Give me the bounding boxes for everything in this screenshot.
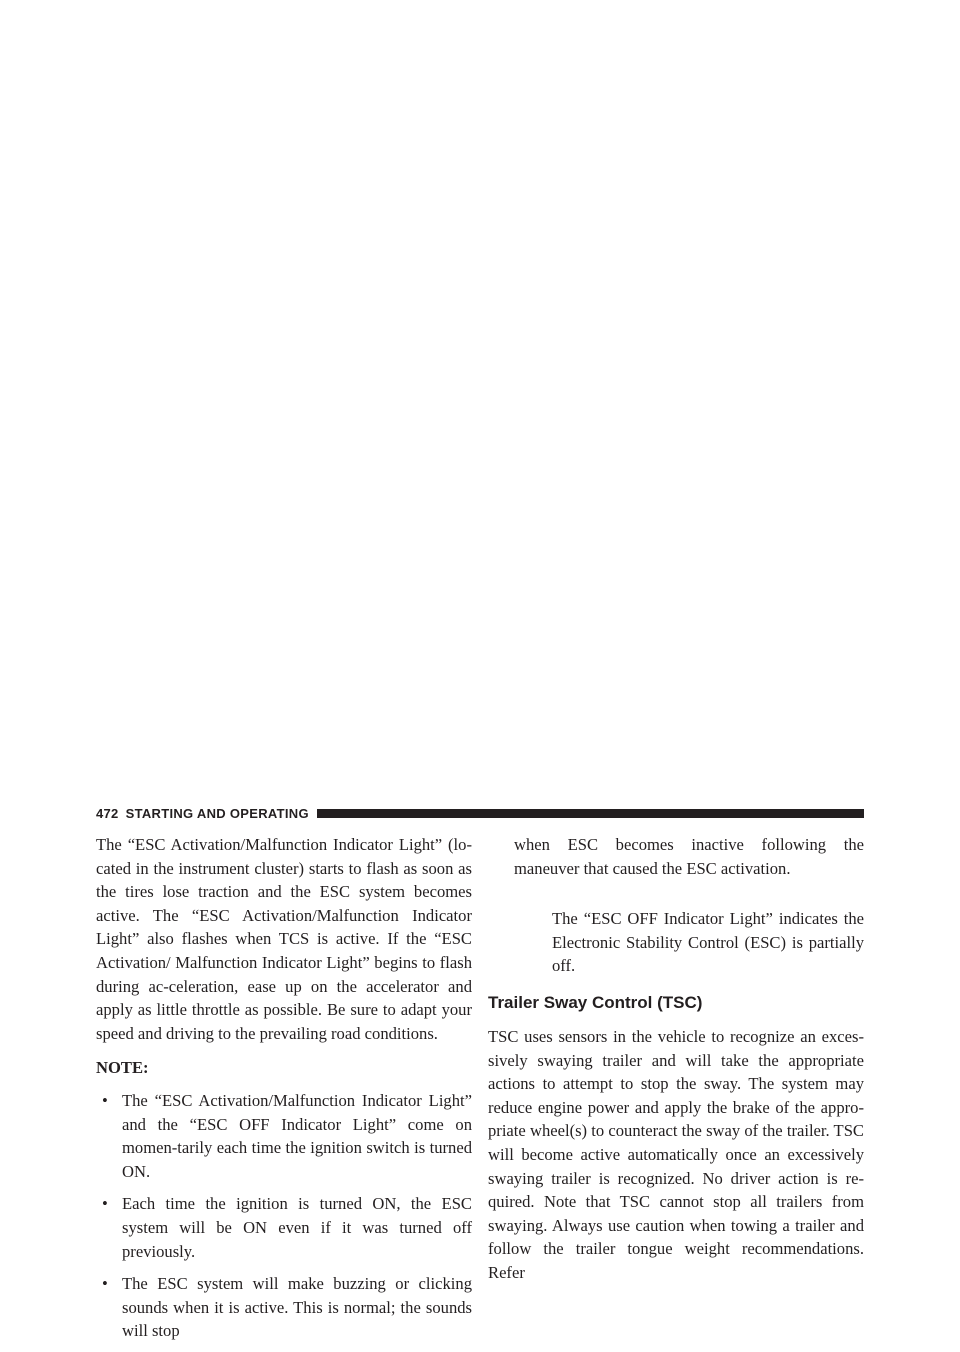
page-header — [96, 803, 864, 823]
note-label: NOTE: — [96, 1058, 149, 1078]
list-item — [96, 1272, 472, 1343]
note-bullet-list — [96, 1089, 472, 1343]
esc-off-indicator-text: The “ESC OFF Indicator Light” indicates the Electronic Stability Control (ESC) is partially off. — [552, 909, 864, 976]
bullet-glyph: • — [102, 1194, 108, 1214]
list-item — [96, 1192, 472, 1263]
header-rule — [317, 809, 864, 818]
bullet-text: Each time the ignition is turned ON, the ESC system will be ON even if it was turned off previously. — [122, 1194, 472, 1261]
right-column — [488, 833, 864, 1285]
left-column — [96, 833, 472, 1352]
bullet-text: The ESC system will make buzzing or clicking sounds when it is active. This is normal; the sounds will stop — [122, 1274, 472, 1341]
list-item — [96, 1089, 472, 1183]
page-number: 472 — [96, 805, 119, 821]
esc-activation-paragraph: The “ESC Activation/Malfunction Indicator Light” (lo-cated in the instrument cluster) starts to flash as soon as the tires lose traction and the ESC system becomes active. The “ESC Activation/Malfunction Indicator Light” also flashes when TCS is active. If the “ESC Activation/ Malfunction Indicator Light” begins to flash during ac-celeration, ease up on the accelerator and apply as little throttle as possible. Be sure to adapt your speed and driving to the prevailing road conditions. — [96, 835, 472, 1043]
tsc-heading: Trailer Sway Control (TSC) — [488, 992, 703, 1012]
bullet-glyph: • — [102, 1090, 108, 1110]
bullet-text: The “ESC Activation/Malfunction Indicator Light” and the “ESC OFF Indicator Light” come on momen-tarily each time the ignition switch is turned ON. — [122, 1090, 472, 1181]
esc-off-indicator-icon — [488, 907, 552, 973]
bullet-continuation: when ESC becomes inactive following the maneuver that caused the ESC activation. — [514, 835, 864, 878]
tsc-paragraph: TSC uses sensors in the vehicle to recognize an exces-sively swaying trailer and will take the appropriate actions to attempt to stop the sway. The system may reduce engine power and apply the brake of the appro-priate wheel(s) to counteract the sway of the trailer. TSC will become active automatically once an excessively swaying trailer is recognized. No driver action is re-quired. Note that TSC cannot stop all trailers from swaying. Always use caution when towing a trailer and follow the trailer tongue weight recommendations. Refer — [488, 1026, 864, 1282]
bullet-glyph: • — [102, 1274, 108, 1294]
section-title: STARTING AND OPERATING — [125, 805, 309, 821]
esc-off-indicator-block — [488, 907, 864, 978]
